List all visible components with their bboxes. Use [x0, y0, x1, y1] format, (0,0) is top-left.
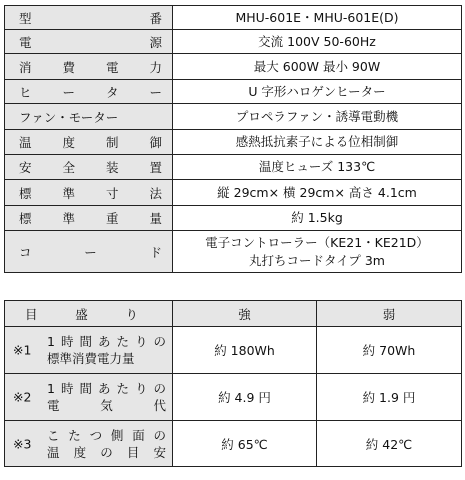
label-char: 費 [62, 59, 75, 75]
scale-value-weak: 約 42℃ [317, 421, 462, 467]
label-char: 力 [149, 59, 162, 75]
label-char: 法 [149, 185, 162, 201]
spec-row [5, 30, 462, 54]
label-char: 標 [19, 185, 32, 201]
label-char: ファン・モーター [19, 109, 119, 125]
spec-value-line: U 字形ハロゲンヒーター [248, 83, 386, 99]
label-char: 面 [132, 427, 145, 443]
spec-row [5, 130, 462, 155]
scale-row-label [5, 421, 173, 467]
label-char: 温 [19, 135, 32, 150]
label-char: ー [84, 244, 97, 260]
label-char: ド [149, 244, 162, 260]
scale-header-label [5, 301, 173, 327]
label-char: 盛 [75, 306, 88, 322]
label-char: 制 [105, 135, 119, 150]
label-char: ー [62, 84, 75, 100]
label-char: ー [149, 84, 162, 100]
scale-label-line [47, 350, 166, 367]
label-char: 安 [153, 444, 166, 460]
label-char: 寸 [105, 185, 119, 201]
spec-row [5, 206, 462, 231]
note-mark: ※3 [13, 436, 32, 451]
label-char: 目 [25, 306, 38, 322]
label-char: 量 [149, 211, 162, 226]
label-char: り [125, 306, 138, 322]
label-char: 装 [105, 160, 119, 175]
spec-value [173, 104, 462, 130]
label-char: の [153, 381, 166, 396]
scale-row-label [5, 374, 173, 421]
label-char: 時 [60, 334, 74, 349]
label-char: 代 [153, 398, 166, 413]
scale-value-strong: 約 65℃ [173, 421, 317, 467]
label-char: 置 [149, 160, 162, 175]
spec-value-line: MHU-601E・MHU-601E(D) [235, 9, 399, 25]
spec-value [173, 155, 462, 180]
spec-row [5, 231, 462, 273]
label-char: 番 [149, 10, 162, 26]
label-char: 全 [62, 160, 75, 175]
scale-row-label [5, 327, 173, 374]
label-char: た [68, 427, 81, 443]
spec-value [173, 130, 462, 155]
spec-value [173, 6, 462, 30]
label-char: 御 [149, 135, 162, 150]
label-char: 電 [47, 398, 60, 413]
scale-label-line [47, 333, 166, 350]
spec-value [173, 54, 462, 80]
scale-row [5, 327, 462, 374]
spec-value [173, 206, 462, 231]
spec-value [173, 231, 462, 273]
scale-table [4, 300, 462, 467]
label-char: 間 [79, 334, 92, 349]
spec-value-line: 約 1.5kg [291, 210, 343, 225]
spec-label [5, 104, 173, 130]
spec-label [5, 155, 173, 180]
spec-label [5, 80, 173, 104]
spec-value [173, 30, 462, 54]
scale-header-strong: 強 [173, 301, 317, 327]
spec-row [5, 54, 462, 80]
spec-value-line: 感熱抵抗素子による位相制御 [235, 134, 399, 149]
spec-value-line: 交流 100V 50-60Hz [258, 33, 376, 49]
label-char: 目 [126, 444, 140, 460]
label-char: た [116, 334, 129, 349]
label-char: 側 [110, 427, 124, 443]
spec-value-line: 温度ヒューズ 133℃ [258, 159, 376, 174]
scale-label-line [47, 444, 166, 461]
spec-value-line: 最大 600W 最小 90W [253, 58, 381, 74]
scale-row [5, 374, 462, 421]
label-char: あ [97, 381, 111, 396]
spec-label [5, 30, 173, 54]
spec-row [5, 104, 462, 130]
scale-label-line [47, 397, 166, 414]
spec-table [4, 5, 462, 273]
spec-label [5, 231, 173, 273]
scale-value-weak: 約 70Wh [317, 327, 462, 374]
label-char: 1 [47, 381, 55, 396]
label-char: 標準消費電力量 [47, 351, 135, 366]
spec-label [5, 206, 173, 231]
label-char: の [100, 444, 113, 460]
note-mark: ※1 [13, 342, 32, 358]
spec-row [5, 155, 462, 180]
label-char: あ [97, 334, 111, 349]
label-char: 温 [47, 444, 60, 460]
spec-value [173, 180, 462, 206]
spec-row [5, 80, 462, 104]
scale-row [5, 421, 462, 467]
spec-value-line: 丸打ちコードタイプ 3m [249, 252, 385, 268]
label-char: こ [47, 427, 60, 443]
spec-label [5, 130, 173, 155]
label-char: 源 [149, 34, 162, 50]
label-char: り [134, 334, 148, 349]
label-char: ヒ [19, 84, 32, 100]
label-char: の [153, 427, 166, 443]
spec-row [5, 180, 462, 206]
scale-header-weak: 弱 [317, 301, 462, 327]
spec-value-line: プロペラファン・誘導電動機 [235, 108, 399, 124]
label-char: 電 [19, 34, 32, 50]
label-char: コ [19, 244, 32, 260]
label-char: 型 [19, 10, 32, 26]
spec-label [5, 54, 173, 80]
scale-header-row [5, 301, 462, 327]
label-char: 度 [62, 135, 75, 150]
scale-value-strong: 約 4.9 円 [173, 374, 317, 421]
spec-row [5, 6, 462, 30]
spec-label [5, 6, 173, 30]
label-char: り [134, 381, 148, 396]
label-char: つ [89, 427, 103, 443]
label-char: 電 [105, 59, 119, 75]
label-char: 準 [62, 185, 75, 201]
scale-label-line [47, 427, 166, 444]
label-char: 安 [19, 160, 32, 175]
label-char: の [153, 334, 166, 349]
label-char: 標 [19, 211, 32, 226]
scale-label-line [47, 380, 166, 397]
label-char: 度 [73, 444, 87, 460]
note-mark: ※2 [13, 389, 32, 405]
spec-value-line: 電子コントローラー（KE21・KE21D） [205, 234, 429, 250]
label-char: 間 [79, 381, 92, 396]
label-char: タ [105, 84, 119, 100]
label-char: 気 [100, 398, 113, 413]
label-char: 重 [105, 211, 119, 226]
label-char: 消 [19, 59, 32, 75]
spec-label [5, 180, 173, 206]
label-char: 1 [47, 334, 55, 349]
label-char: た [116, 381, 129, 396]
label-char: 時 [60, 381, 74, 396]
scale-value-strong: 約 180Wh [173, 327, 317, 374]
label-char: 準 [62, 211, 75, 226]
scale-value-weak: 約 1.9 円 [317, 374, 462, 421]
spec-value-line: 縦 29cm× 横 29cm× 高さ 4.1cm [217, 184, 417, 200]
spec-value [173, 80, 462, 104]
